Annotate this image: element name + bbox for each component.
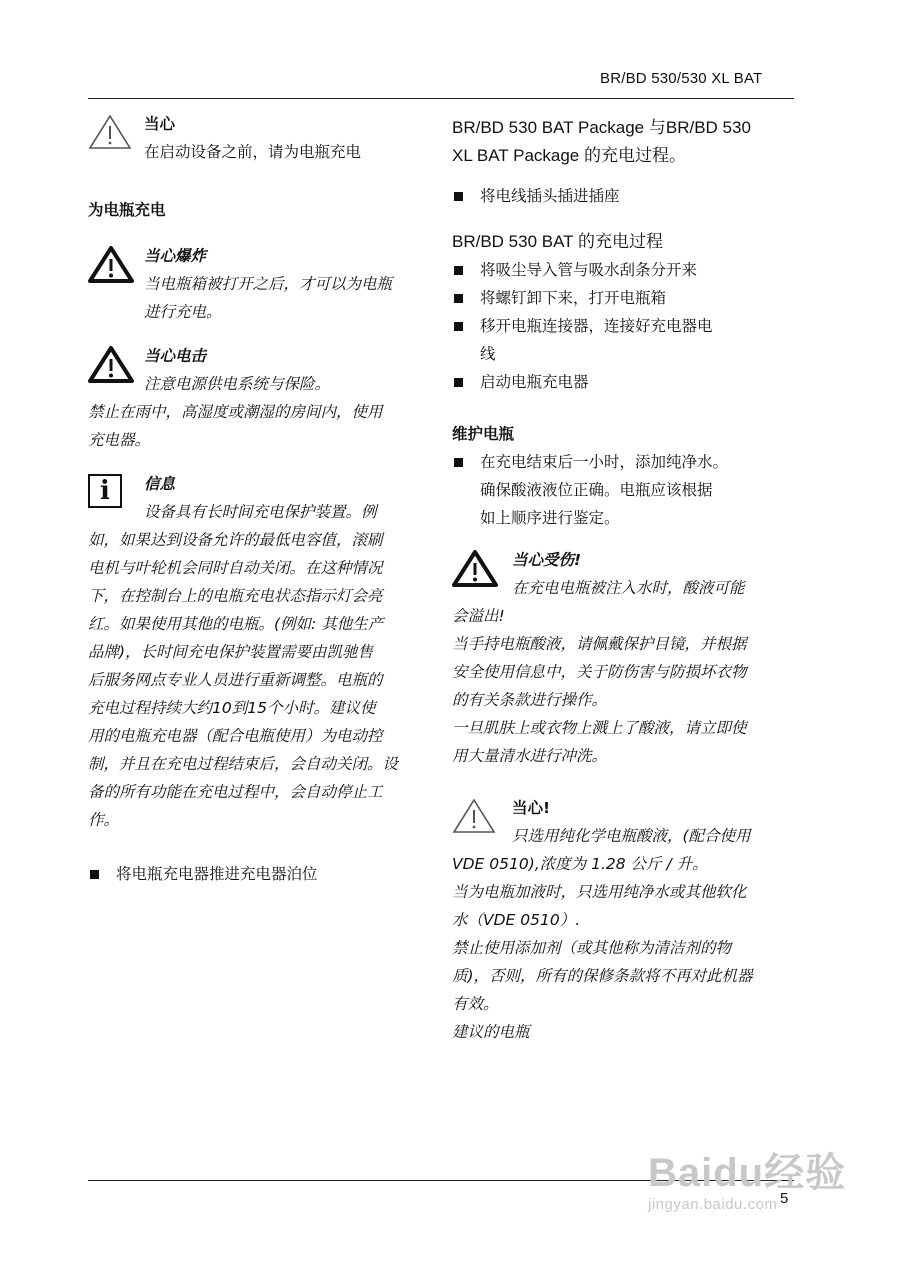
list-item-text: 将电线插头插进插座 bbox=[480, 187, 620, 205]
injury-line: 用大量清水进行冲洗。 bbox=[452, 747, 608, 765]
list-item-text: 将吸尘导入管与吸水刮条分开来 bbox=[480, 261, 698, 279]
bullet-square-icon bbox=[454, 322, 463, 331]
header-title: BR/BD 530/530 XL BAT bbox=[600, 70, 763, 87]
list-item bbox=[452, 284, 797, 312]
shock-title: 当心电击 bbox=[144, 347, 207, 365]
list-item-text: 线 bbox=[480, 345, 496, 363]
info-line: 充电过程持续大约10到15个小时。建议使 bbox=[88, 699, 376, 717]
list-item-text: 在充电结束后一小时，添加纯净水。 bbox=[480, 453, 729, 471]
maintenance-bullet-list bbox=[452, 448, 797, 532]
caution-line: 只选用纯化学电瓶酸液，(配合使用 bbox=[512, 827, 751, 845]
shock-line: 禁止在雨中，高湿度或潮湿的房间内，使用 bbox=[88, 403, 383, 421]
list-item bbox=[452, 448, 797, 532]
caution-title: 当心! bbox=[512, 799, 551, 817]
info-line: 备的所有功能在充电过程中，会自动停止工 bbox=[88, 783, 383, 801]
bullet-square-icon bbox=[454, 458, 463, 467]
left-bullet-list bbox=[88, 860, 433, 888]
list-item bbox=[452, 312, 797, 368]
injury-line: 当手持电瓶酸液，请佩戴保护目镜，并根据 bbox=[452, 635, 747, 653]
maintenance-title: 维护电瓶 bbox=[452, 425, 515, 443]
explosion-line: 当电瓶箱被打开之后，才可以为电瓶 bbox=[144, 275, 393, 293]
injury-line: 在充电电瓶被注入水时，酸液可能 bbox=[512, 579, 745, 597]
bullet-square-icon bbox=[454, 266, 463, 275]
info-line: 品牌)，长时间充电保护装置需要由凯驰售 bbox=[88, 643, 374, 661]
bat-title: BR/BD 530 BAT 的充电过程 bbox=[452, 232, 663, 251]
list-item-text: 如上顺序进行鉴定。 bbox=[480, 509, 620, 527]
bat-bullet-list bbox=[452, 256, 797, 396]
caution-title: 当心 bbox=[144, 115, 176, 133]
left-column bbox=[88, 110, 433, 888]
explosion-notice bbox=[88, 242, 433, 326]
caution-text: 在启动设备之前，请为电瓶充电 bbox=[144, 143, 362, 161]
warning-outline-icon bbox=[88, 114, 132, 150]
shock-line: 充电器。 bbox=[88, 431, 151, 449]
shock-notice bbox=[88, 342, 433, 454]
warning-icon bbox=[452, 550, 498, 588]
list-item-text: 启动电瓶充电器 bbox=[480, 373, 589, 391]
info-icon: i bbox=[88, 474, 122, 508]
package-title: BR/BD 530 BAT Package 与BR/BD 530 bbox=[452, 118, 751, 137]
page-number: 5 bbox=[780, 1190, 789, 1207]
warning-icon bbox=[88, 346, 134, 384]
list-item-text: 确保酸液液位正确。电瓶应该根据 bbox=[480, 481, 713, 499]
info-line: 用的电瓶充电器（配合电瓶使用）为电动控 bbox=[88, 727, 383, 745]
caution-line: 有效。 bbox=[452, 995, 499, 1013]
list-item-text: 将螺钉卸下来，打开电瓶箱 bbox=[480, 289, 667, 307]
list-item-text: 将电瓶充电器推进充电器泊位 bbox=[116, 865, 318, 883]
warning-outline-icon bbox=[452, 798, 496, 834]
header-rule bbox=[88, 98, 794, 99]
info-line: 下，在控制台上的电瓶充电状态指示灯会亮 bbox=[88, 587, 383, 605]
info-title: 信息 bbox=[144, 475, 176, 493]
info-line: 电机与叶轮机会同时自动关闭。在这种情况 bbox=[88, 559, 383, 577]
shock-line: 注意电源供电系统与保险。 bbox=[144, 375, 331, 393]
caution-line: 水（VDE 0510）. bbox=[452, 911, 581, 929]
bullet-square-icon bbox=[454, 378, 463, 387]
baidu-watermark bbox=[648, 1150, 868, 1230]
package-title: XL BAT Package 的充电过程。 bbox=[452, 146, 686, 165]
list-item bbox=[452, 368, 797, 396]
bullet-square-icon bbox=[90, 870, 99, 879]
injury-line: 安全使用信息中，关于防伤害与防损坏衣物 bbox=[452, 663, 747, 681]
watermark-url: jingyan.baidu.com bbox=[648, 1196, 778, 1213]
list-item bbox=[88, 860, 433, 888]
injury-notice bbox=[452, 546, 797, 770]
caution-notice-acid bbox=[452, 794, 797, 1046]
info-line: 作。 bbox=[88, 811, 120, 829]
explosion-title: 当心爆炸 bbox=[144, 247, 207, 265]
caution-line: 质)，否则，所有的保修条款将不再对此机器 bbox=[452, 967, 753, 985]
caution-line: 禁止使用添加剂（或其他称为清洁剂的物 bbox=[452, 939, 732, 957]
injury-title: 当心受伤! bbox=[512, 551, 582, 569]
explosion-line: 进行充电。 bbox=[144, 303, 222, 321]
list-item bbox=[452, 182, 797, 210]
caution-notice bbox=[88, 110, 433, 172]
injury-line: 会溢出! bbox=[452, 607, 505, 625]
warning-icon bbox=[88, 246, 134, 284]
list-item-text: 移开电瓶连接器，连接好充电器电 bbox=[480, 317, 713, 335]
right-column bbox=[452, 114, 797, 1046]
info-line: 制，并且在充电过程结束后，会自动关闭。设 bbox=[88, 755, 399, 773]
section-heading-charge: 为电瓶充电 bbox=[88, 201, 166, 219]
info-line: 如，如果达到设备允许的最低电容值，滚刷 bbox=[88, 531, 383, 549]
caution-line: 当为电瓶加液时，只选用纯净水或其他软化 bbox=[452, 883, 747, 901]
injury-line: 一旦肌肤上或衣物上溅上了酸液，请立即使 bbox=[452, 719, 747, 737]
injury-line: 的有关条款进行操作。 bbox=[452, 691, 608, 709]
bullet-square-icon bbox=[454, 294, 463, 303]
caution-line: 建议的电瓶 bbox=[452, 1023, 530, 1041]
info-line: 后服务网点专业人员进行重新调整。电瓶的 bbox=[88, 671, 383, 689]
bullet-square-icon bbox=[454, 192, 463, 201]
watermark-main: Baidu经验 bbox=[648, 1151, 847, 1195]
info-line: 设备具有长时间充电保护装置。例 bbox=[144, 503, 377, 521]
info-notice bbox=[88, 470, 433, 834]
caution-line: VDE 0510),浓度为 1.28 公斤 / 升。 bbox=[452, 855, 708, 873]
list-item bbox=[452, 256, 797, 284]
info-line: 红。如果使用其他的电瓶。(例如: 其他生产 bbox=[88, 615, 384, 633]
package-bullet-list bbox=[452, 182, 797, 210]
